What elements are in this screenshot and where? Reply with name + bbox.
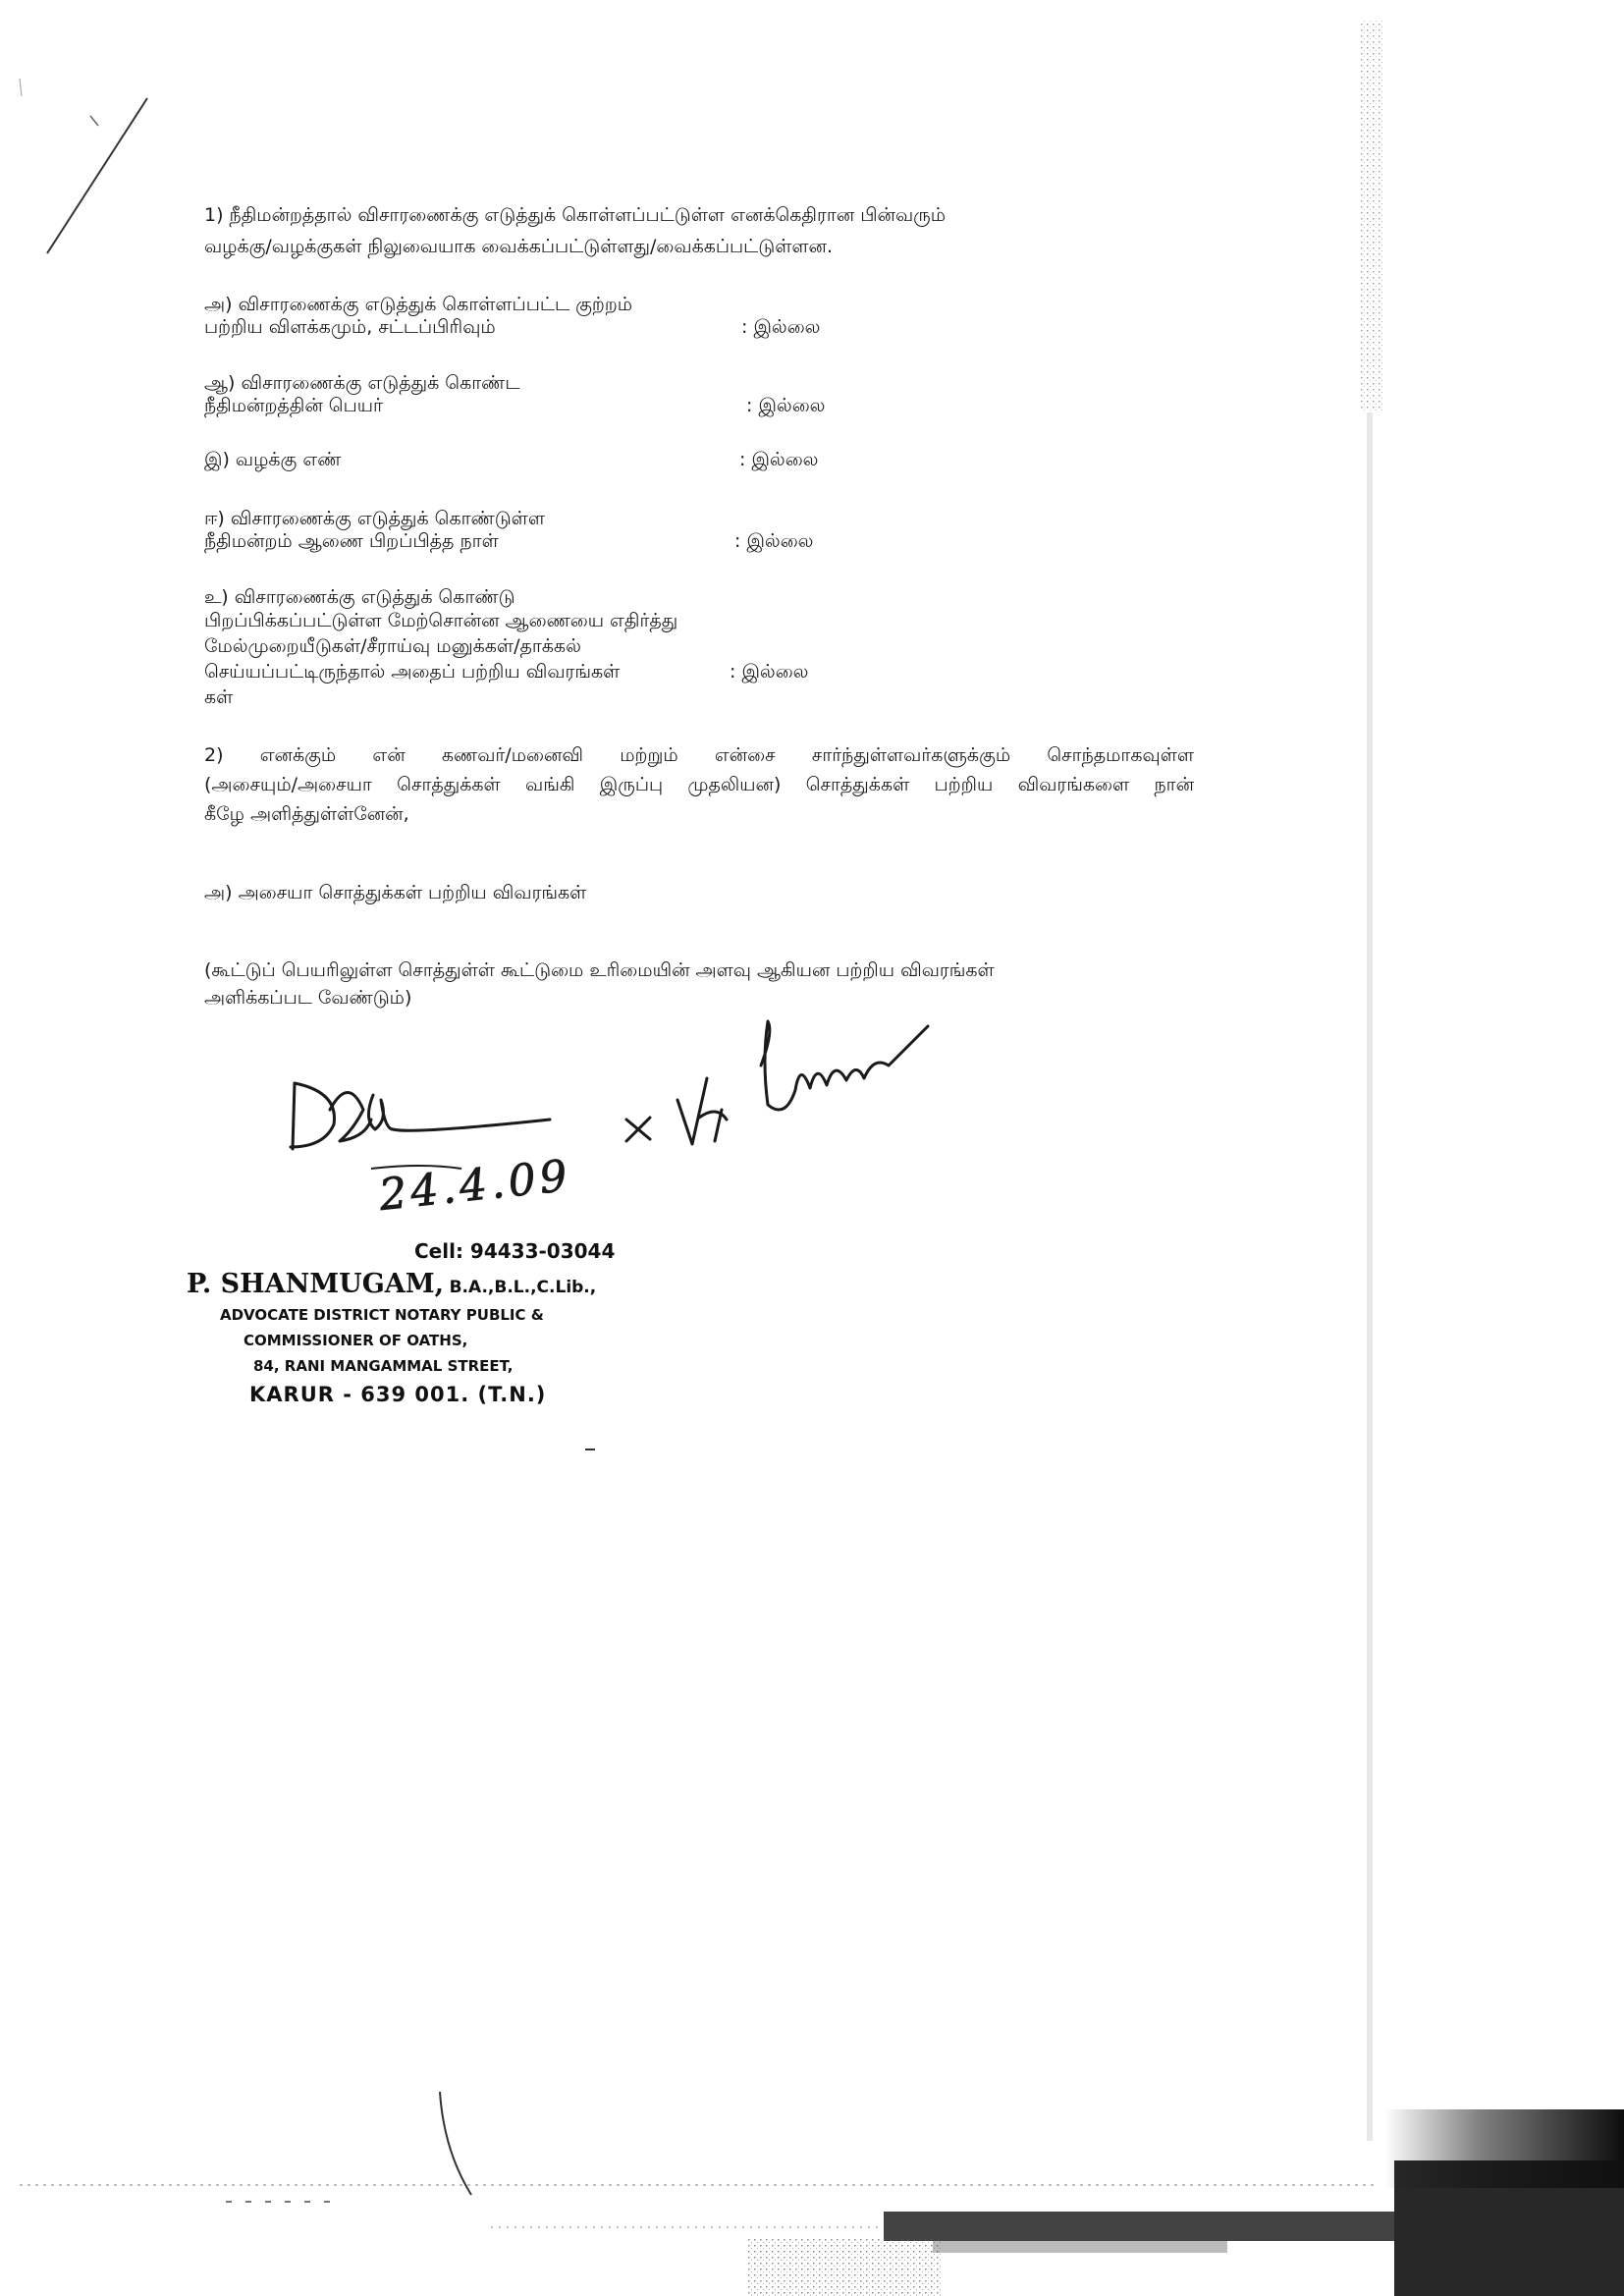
- item-a-line-2: பற்றிய விளக்கமும், சட்டப்பிரிவும்: [204, 316, 496, 338]
- item-u-line-5: கள்: [204, 686, 234, 708]
- item-ii-line-2: நீதிமன்றம் ஆணை பிறப்பித்த நாள்: [204, 530, 499, 552]
- section1-para-line-1: 1) நீதிமன்றத்தால் விசாரணைக்கு எடுத்துக் கொள்ளப்பட்டுள்ள எனக்கெதிரான பின்வரும்: [204, 204, 947, 226]
- signature-date: 24.4.09: [376, 1150, 574, 1221]
- section2-para-line-3: கீழே அளித்துள்ள்னேன்,: [204, 803, 409, 825]
- section1-para-line-2: வழக்கு/வழக்குகள் நிலுவையாக வைக்கப்பட்டுள்ளது/வைக்கப்பட்டுள்ளன.: [204, 236, 833, 257]
- item-aa-answer: : இல்லை: [746, 395, 826, 416]
- stamp-line-1: ADVOCATE DISTRICT NOTARY PUBLIC &: [220, 1306, 544, 1324]
- item-u-line-1: உ) விசாரணைக்கு எடுத்துக் கொண்டு: [204, 586, 515, 608]
- item-a-line-1: அ) விசாரணைக்கு எடுத்துக் கொள்ளப்பட்ட குற்றம்: [204, 294, 633, 315]
- item-u-line-2: பிறப்பிக்கப்பட்டுள்ள மேற்சொன்ன ஆணையை எதிர்த்து: [204, 610, 678, 631]
- stamp-line-3: 84, RANI MANGAMMAL STREET,: [253, 1357, 514, 1375]
- stamp-name-line: [187, 1269, 596, 1299]
- stamp-line-2: COMMISSIONER OF OATHS,: [244, 1332, 468, 1349]
- stamp-name: P. SHANMUGAM,: [187, 1269, 444, 1299]
- item-aa-line-1: ஆ) விசாரணைக்கு எடுத்துக் கொண்ட: [204, 372, 520, 394]
- item-i-answer: : இல்லை: [739, 449, 819, 470]
- item-aa-line-2: நீதிமன்றத்தின் பெயர்: [204, 395, 383, 416]
- section2-sub-a: அ) அசையா சொத்துக்கள் பற்றிய விவரங்கள்: [204, 882, 587, 903]
- item-u-line-3: மேல்முறையீடுகள்/சீராய்வு மனுக்கள்/தாக்கல்: [204, 635, 581, 657]
- section2-note-line-1: (கூட்டுப் பெயரிலுள்ள சொத்துள்ள் கூட்டுமை உரிமையின் அளவு ஆகியன பற்றிய விவரங்கள்: [204, 959, 995, 981]
- item-i-line-1: இ) வழக்கு எண்: [204, 449, 342, 470]
- item-ii-line-1: ஈ) விசாரணைக்கு எடுத்துக் கொண்டுள்ள: [204, 508, 545, 529]
- stamp-degrees: B.A.,B.L.,C.Lib.,: [449, 1278, 597, 1297]
- stamp-cell: Cell: 94433-03044: [414, 1239, 616, 1263]
- stamp-line-4: KARUR - 639 001. (T.N.): [249, 1383, 547, 1406]
- section2-para-line-1: 2) எனக்கும் என் கணவர்/மனைவி மற்றும் என்சை சார்ந்துள்ளவர்களுக்கும் சொந்தமாகவுள்ள: [204, 744, 1194, 766]
- item-u-line-4: செய்யப்பட்டிருந்தால் அதைப் பற்றிய விவரங்கள்: [204, 661, 621, 683]
- section2-para-line-2: (அசையும்/அசையா சொத்துக்கள் வங்கி இருப்பு முதலியன) சொத்துக்கள் பற்றிய விவரங்களை நான்: [204, 774, 1194, 795]
- item-ii-answer: : இல்லை: [734, 530, 814, 552]
- item-a-answer: : இல்லை: [741, 316, 821, 338]
- section2-note-line-2: அளிக்கப்பட வேண்டும்): [204, 987, 412, 1009]
- item-u-answer: : இல்லை: [730, 661, 809, 683]
